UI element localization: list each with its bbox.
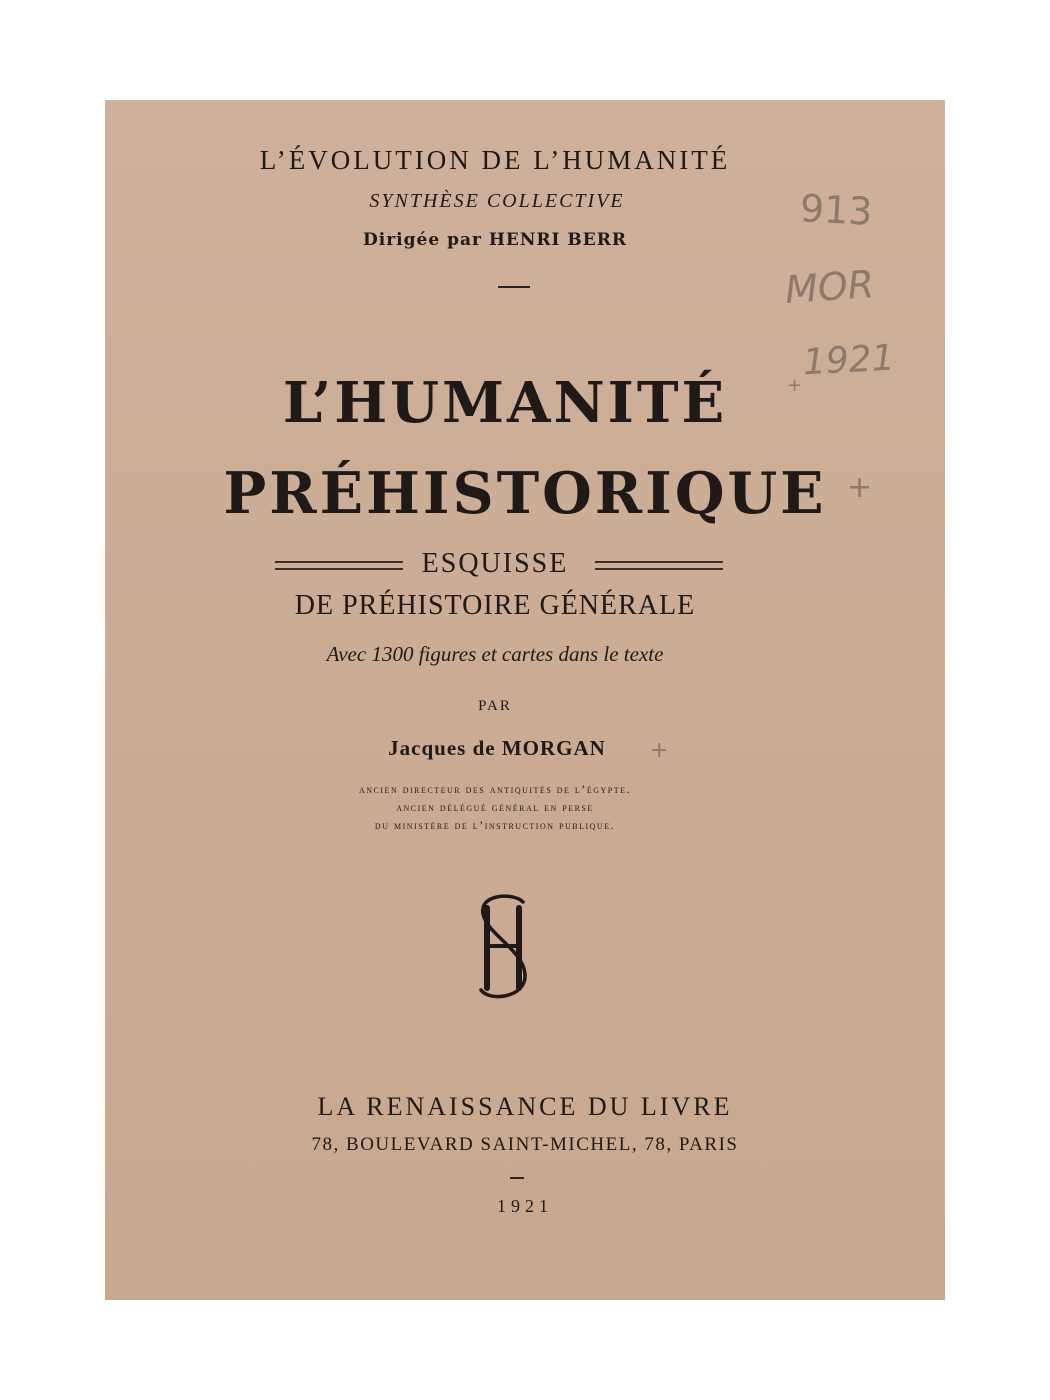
by-label: PAR (478, 698, 512, 714)
pencil-cross-mark-icon: + (847, 470, 873, 505)
book-title-line1: L’HUMANITÉ (282, 370, 728, 436)
publication-year: 1921 (497, 1196, 553, 1216)
figures-note: Avec 1300 figures et cartes dans le texte (326, 642, 664, 666)
pencil-call-number: 913 (798, 186, 874, 234)
series-title: L’ÉVOLUTION DE L’HUMANITÉ (259, 145, 731, 175)
divider-rule (498, 286, 530, 288)
publisher-name: LA RENAISSANCE DU LIVRE (317, 1092, 733, 1121)
pencil-year-note: 1921 (801, 337, 896, 384)
pencil-cross-mark-icon: + (650, 738, 669, 763)
double-rule-right (595, 561, 723, 570)
author-credential: ancien délégué général en perse (396, 800, 594, 814)
pencil-cross-mark-icon: + (787, 375, 803, 396)
pencil-author-code: MOR (783, 261, 876, 313)
series-subtitle: SYNTHÈSE COLLECTIVE (369, 190, 625, 212)
book-subtitle-line2: DE PRÉHISTOIRE GÉNÉRALE (294, 590, 696, 621)
sh-monogram-logo-icon (473, 890, 533, 1005)
publisher-address: 78, BOULEVARD SAINT-MICHEL, 78, PARIS (311, 1134, 739, 1155)
book-title-line2: PRÉHISTORIQUE (223, 460, 827, 527)
year-divider-rule (510, 1177, 524, 1179)
book-subtitle-line1: ESQUISSE (421, 548, 569, 579)
author-credential: ancien directeur des antiquités de l’égypte. (359, 782, 631, 796)
author-credential: du ministère de l’instruction publique. (374, 818, 616, 832)
author-name: Jacques de MORGAN (388, 736, 606, 760)
series-editor: Dirigée par HENRI BERR (363, 230, 627, 250)
title-page (105, 100, 945, 1300)
